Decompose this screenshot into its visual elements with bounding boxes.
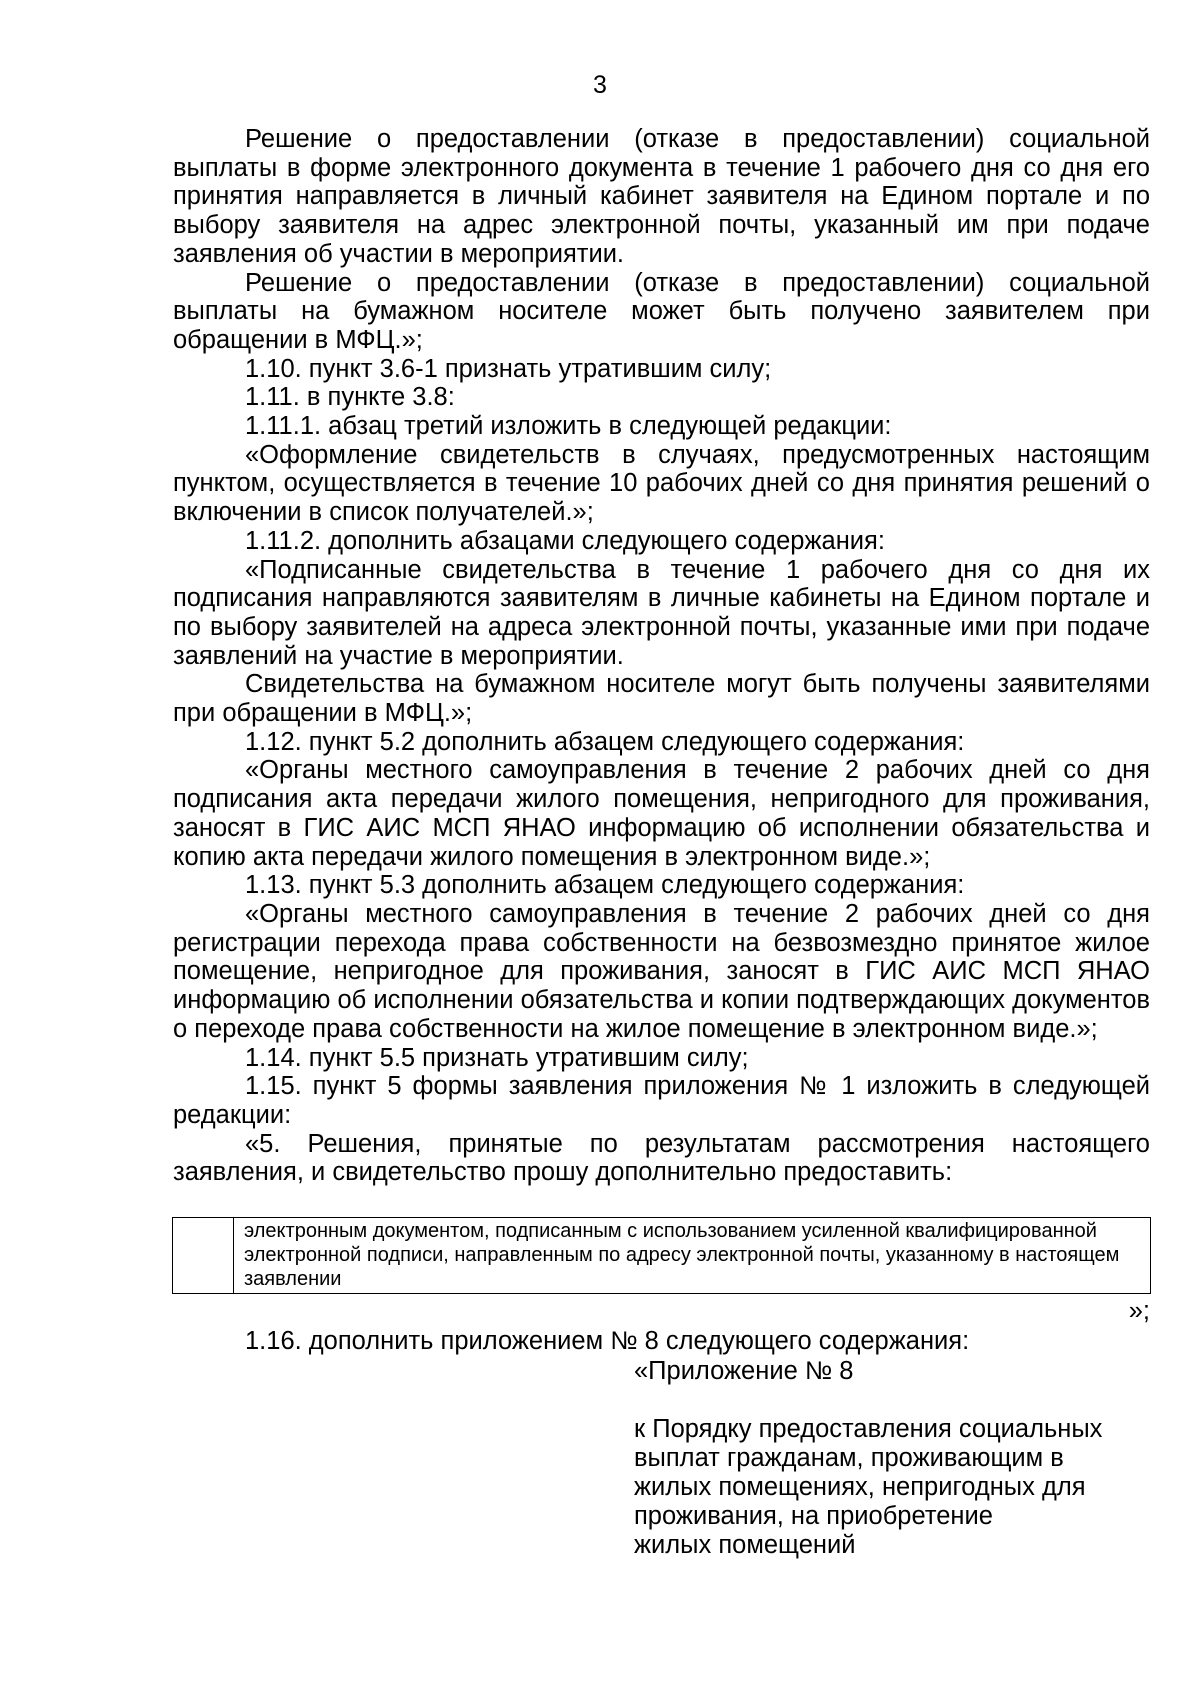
paragraph: «Подписанные свидетельства в течение 1 рабочего дня со дня их подписания направляются заявителям в личные кабинеты на Едином портале и по выбору заявителей на адреса электронной почты, указанные ими при подаче заявлений на участие в мероприятии.: [173, 555, 1150, 670]
paragraph: Решение о предоставлении (отказе в предоставлении) социальной выплаты на бумажном носителе может быть получено заявителем при обращении в МФЦ.»;: [173, 268, 1150, 354]
spacer: [634, 1386, 1154, 1415]
appendix-line: выплат гражданам, проживающим в: [634, 1444, 1064, 1472]
appendix-line: к Порядку предоставления социальных: [634, 1415, 1103, 1443]
paragraph: 1.15. пункт 5 формы заявления приложения № 1 изложить в следующей редакции:: [173, 1072, 1150, 1129]
paragraph: 1.10. пункт 3.6-1 признать утратившим силу;: [245, 354, 772, 383]
paragraph: 1.12. пункт 5.2 дополнить абзацем следующего содержания:: [245, 727, 965, 756]
appendix-line: жилых помещениях, непригодных для: [634, 1473, 1086, 1501]
page-number: 3: [593, 71, 607, 99]
choice-table: [172, 1217, 1151, 1294]
paragraph: Решение о предоставлении (отказе в предоставлении) социальной выплаты в форме электронного документа в течение 1 рабочего дня со дня его принятия направляется в личный кабинет заявителя на Едином портале и по выбору заявителя на адрес электронной почты, указанный им при подаче заявления об участии в мероприятии.: [173, 125, 1150, 268]
appendix-line: проживания, на приобретение: [634, 1502, 993, 1530]
option-text-cell: электронным документом, подписанным с использованием усиленной квалифицированной электронной подписи, направленным по адресу электронной почты, указанному в настоящем заявлении: [234, 1218, 1151, 1294]
paragraph: 1.13. пункт 5.3 дополнить абзацем следующего содержания:: [245, 871, 965, 900]
paragraph: «5. Решения, принятые по результатам рассмотрения настоящего заявления, и свидетельство прошу дополнительно предоставить:: [173, 1129, 1150, 1187]
choice-table-grid: [172, 1217, 1151, 1294]
appendix-line: жилых помещений: [634, 1531, 856, 1559]
checkbox-cell: [173, 1218, 234, 1294]
paragraph: «Органы местного самоуправления в течение 2 рабочих дней со дня подписания акта передачи жилого помещения, непригодного для проживания, заносят в ГИС АИС МСП ЯНАО информацию об исполнении обязательства и копию акта передачи жилого помещения в электронном виде.»;: [173, 756, 1150, 871]
paragraph: Свидетельства на бумажном носителе могут быть получены заявителями при обращении в МФЦ.»;: [173, 670, 1150, 728]
paragraph: «Оформление свидетельств в случаях, предусмотренных настоящим пунктом, осуществляется в течение 10 рабочих дней со дня принятия решений о включении в список получателей.»;: [173, 440, 1150, 527]
paragraph: 1.14. пункт 5.5 признать утратившим силу;: [245, 1043, 749, 1072]
paragraph: «Органы местного самоуправления в течение 2 рабочих дней со дня регистрации перехода права собственности на безвозмездно принятое жилое помещение, непригодное для проживания, заносят в ГИС АИС МСП ЯНАО информацию об исполнении обязательства и копии подтверждающих документов о переходе права собственности на жилое помещение в электронном виде.»;: [173, 899, 1150, 1043]
paragraph-item-1-16: 1.16. дополнить приложением № 8 следующего содержания:: [245, 1327, 970, 1355]
closing-quote: »;: [1128, 1297, 1150, 1325]
document-body: [173, 125, 1150, 1187]
appendix-title: «Приложение № 8: [634, 1357, 854, 1385]
appendix-header: [634, 1357, 1154, 1560]
table-row: [173, 1218, 1151, 1294]
paragraph: 1.11.1. абзац третий изложить в следующей редакции:: [245, 412, 892, 441]
paragraph: 1.11. в пункте 3.8:: [245, 383, 455, 412]
paragraph: 1.11.2. дополнить абзацами следующего содержания:: [245, 526, 885, 555]
